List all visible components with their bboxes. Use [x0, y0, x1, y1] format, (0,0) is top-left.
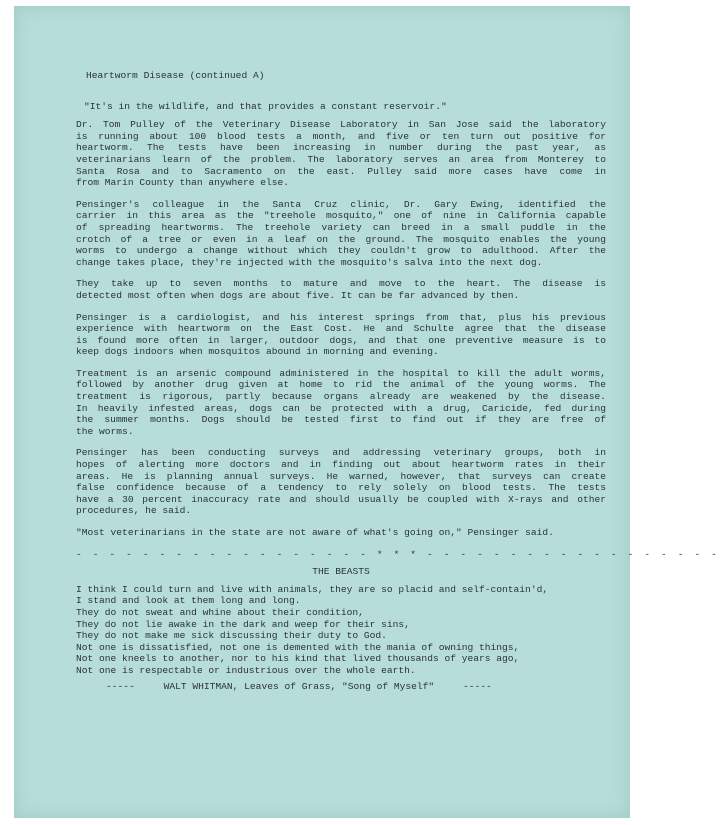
- opening-quote: "It's in the wildlife, and that provides a constant reservoir.": [84, 100, 447, 112]
- paragraph: [76, 527, 606, 539]
- paragraph-line: crotch of a tree or even in a leaf on the ground. The mosquito enables the young: [76, 233, 606, 245]
- paragraph: [76, 119, 606, 189]
- poem-line: They do not sweat and whine about their condition,: [76, 606, 364, 618]
- paragraph-line: experience with heartworm on the East Cost. He and Schulte agree that the disease: [76, 323, 606, 335]
- paragraph-line: Santa Rosa and to Sacramento on the east. Pulley said more cases have come in: [76, 165, 606, 177]
- paragraph-line: the summer months. Dogs should be tested first to find out if they are free of: [76, 414, 606, 426]
- poem-line: Not one kneels to another, nor to his kind that lived thousands of years ago,: [76, 653, 520, 665]
- paragraph-line: worms to undergo a change without which they couldn't grow to adulthood. After the: [76, 245, 606, 257]
- paragraph-line: the worms.: [76, 425, 134, 437]
- paragraph-line: is running about 100 blood tests a month, and five or ten turn out positive for: [76, 130, 606, 142]
- document-body: [76, 70, 720, 692]
- paragraph-line: Pensinger's colleague in the Santa Cruz clinic, Dr. Gary Ewing, identified the: [76, 198, 606, 210]
- poem-lines: [76, 584, 606, 677]
- paragraph: [76, 368, 606, 438]
- paragraph-line: "Most veterinarians in the state are not aware of what's going on," Pensinger said.: [76, 527, 554, 538]
- section-divider: - - - - - - - - - - - - - - - - - - * * * - - - - - - - - - - - - - - - - - -: [76, 548, 720, 560]
- poem-line: I stand and look at them long and long.: [76, 595, 301, 607]
- paragraph-line: have a 30 percent inaccuracy rate and should usually be coupled with X-rays and other: [76, 493, 606, 505]
- poem-line: They do not lie awake in the dark and weep for their sins,: [76, 618, 410, 630]
- paragraph-line: is found more often in larger, outdoor dogs, and that one preventive measure is to: [76, 334, 606, 346]
- paragraph-line: carrier in this area as the "treehole mosquito," one of nine in California capable: [76, 210, 606, 222]
- paragraph-line: treatment is rigorous, partly because organs already are weakened by the disease.: [76, 391, 606, 403]
- paragraph-line: heartworm. The tests have been increasing in number during the past year, as: [76, 142, 606, 154]
- article-paragraphs: [76, 119, 606, 538]
- poem-title: THE BEASTS: [312, 566, 370, 578]
- page-heading: Heartworm Disease (continued A): [86, 70, 265, 81]
- paragraph-line: procedures, he said.: [76, 505, 192, 517]
- paragraph-line: veterinarians learn of the problem. The laboratory serves an area from Monterey to: [76, 153, 606, 165]
- paragraph-line: They take up to seven months to mature and move to the heart. The disease is: [76, 278, 606, 290]
- paragraph: [76, 278, 606, 301]
- paragraph-line: false confidence because of a tendency to rely solely on blood tests. The tests: [76, 482, 606, 494]
- paragraph-line: Treatment is an arsenic compound administered in the hospital to kill the adult worms,: [76, 367, 606, 379]
- document-page: [14, 6, 720, 818]
- paragraph-line: followed by another drug given at home to rid the animal of the young worms. The: [76, 379, 606, 391]
- paragraph-line: areas. He is planning annual surveys. He warned, however, that surveys can create: [76, 470, 606, 482]
- paragraph-line: Pensinger has been conducting surveys and addressing veterinary groups, both in: [76, 447, 606, 459]
- poem-line: I think I could turn and live with animals, they are so placid and self-contain'd,: [76, 583, 549, 595]
- paragraph-line: Pensinger is a cardiologist, and his interest springs from that, plus his previous: [76, 311, 606, 323]
- paragraph-line: hopes of alerting more doctors and in finding out about heartworm rates in their: [76, 459, 606, 471]
- paragraph-line: detected most often when dogs are about five. It can be far advanced by then.: [76, 289, 520, 301]
- poem-attribution: ----- WALT WHITMAN, Leaves of Grass, "Song of Myself" -----: [106, 680, 492, 692]
- paragraph: [76, 312, 606, 358]
- paragraph-line: In heavily infested areas, dogs can be protected with a drug, Caricide, fed during: [76, 402, 606, 414]
- paragraph-line: from Marin County than anywhere else.: [76, 177, 290, 189]
- paragraph-line: keep dogs indoors when mosquitos abound in morning and evening.: [76, 346, 439, 358]
- paragraph-line: of spreading heartworms. The treehole variety can breed in a small puddle in the: [76, 221, 606, 233]
- paragraph: [76, 199, 606, 269]
- poem-line: They do not make me sick discussing their duty to God.: [76, 630, 387, 642]
- poem-line: Not one is dissatisfied, not one is demented with the mania of owning things,: [76, 641, 520, 653]
- paragraph: [76, 447, 606, 517]
- paragraph-line: change takes place, they're injected with the mosquito's salva into the next dog.: [76, 256, 543, 268]
- paragraph-line: Dr. Tom Pulley of the Veterinary Disease Laboratory in San Jose said the laboratory: [76, 119, 606, 131]
- poem-line: Not one is respectable or industrious over the whole earth.: [76, 664, 416, 676]
